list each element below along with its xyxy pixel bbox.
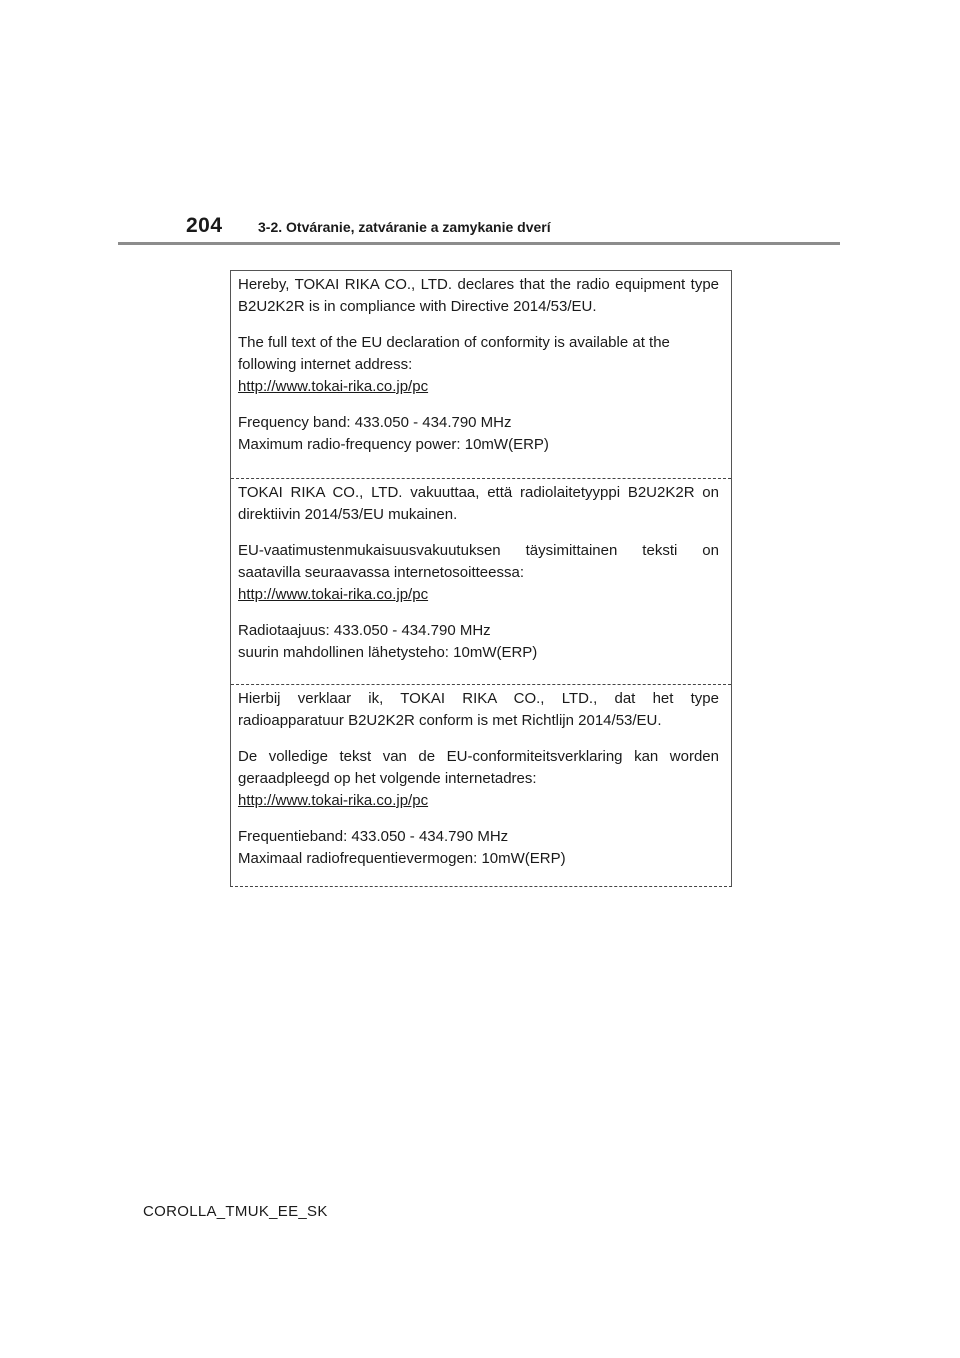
compliance-statement [238,688,719,732]
statement-line: Hereby, TOKAI RIKA CO., LTD. declares that the radio equipment type [238,276,719,293]
frequency-band: Frequentieband: 433.050 - 434.790 MHz [238,828,509,845]
availability-line: saatavilla seuraavassa internetosoitteessa: [238,564,524,581]
availability-line: EU-vaatimustenmukaisuusvakuutuksen täysimittainen teksti on [238,542,719,559]
radio-specs [238,826,719,870]
statement-line: direktiivin 2014/53/EU mukainen. [238,506,458,523]
max-power: Maximum radio-frequency power: 10mW(ERP) [238,436,549,453]
availability-statement [238,540,719,584]
availability-line: The full text of the EU declaration of conformity is available at the [238,334,670,351]
statement-line: radioapparatuur B2U2K2R conform is met Richtlijn 2014/53/EU. [238,712,662,729]
declaration-url-link[interactable]: http://www.tokai-rika.co.jp/pc [238,586,429,603]
compliance-statement [238,274,719,318]
declaration-of-conformity-box [230,270,732,887]
frequency-band: Frequency band: 433.050 - 434.790 MHz [238,414,512,431]
declaration-finnish [231,478,731,684]
availability-statement [238,332,719,376]
page-number: 204 [186,214,223,237]
availability-line: geraadpleegd op het volgende internetadres: [238,770,537,787]
declaration-english [231,270,731,478]
statement-line: Hierbij verklaar ik, TOKAI RIKA CO., LTD., dat het type [238,690,719,707]
statement-line: B2U2K2R is in compliance with Directive 2014/53/EU. [238,298,597,315]
document-code: COROLLA_TMUK_EE_SK [143,1203,328,1220]
statement-line: TOKAI RIKA CO., LTD. vakuuttaa, että radiolaitetyyppi B2U2K2R on [238,484,719,501]
compliance-statement [238,482,719,526]
declaration-url-link[interactable]: http://www.tokai-rika.co.jp/pc [238,378,429,395]
availability-statement [238,746,719,790]
max-power: Maximaal radiofrequentievermogen: 10mW(ERP) [238,850,566,867]
availability-line: following internet address: [238,356,413,373]
radio-specs [238,620,719,664]
header-divider [118,242,840,245]
section-title: 3-2. Otváranie, zatváranie a zamykanie dverí [258,219,551,235]
max-power: suurin mahdollinen lähetysteho: 10mW(ERP) [238,644,538,661]
declaration-url-link[interactable]: http://www.tokai-rika.co.jp/pc [238,792,429,809]
availability-line: De volledige tekst van de EU-conformiteitsverklaring kan worden [238,748,719,765]
frequency-band: Radiotaajuus: 433.050 - 434.790 MHz [238,622,491,639]
declaration-dutch [231,684,731,886]
radio-specs [238,412,719,456]
